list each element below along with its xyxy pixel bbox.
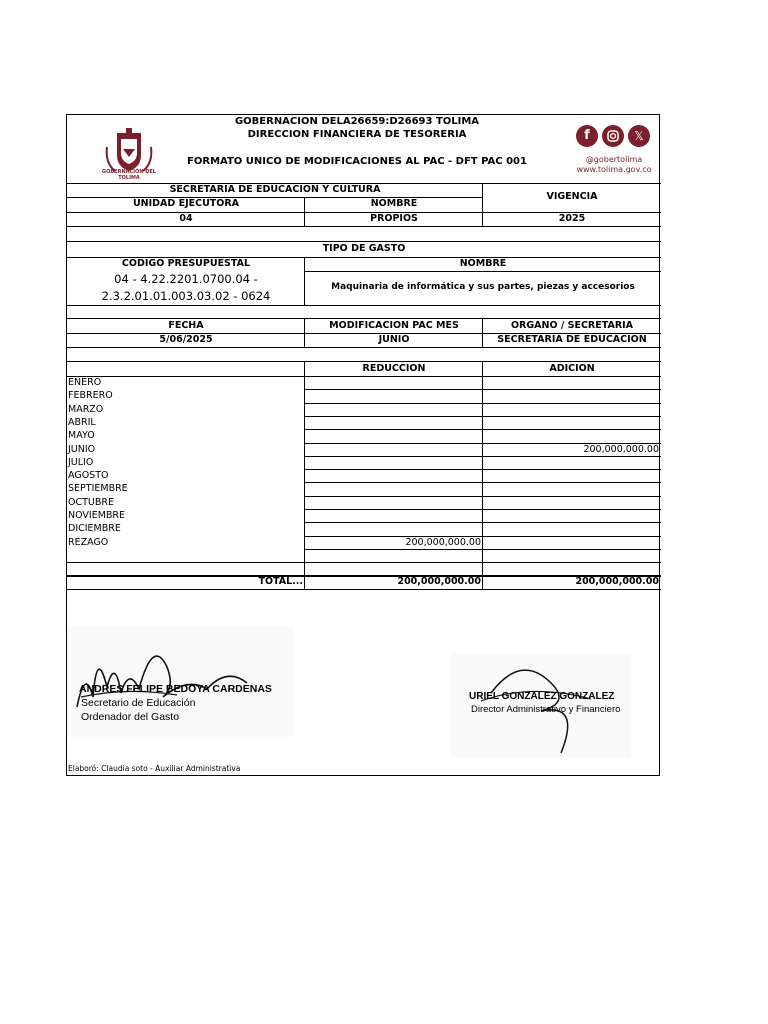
elaboro-note: Elaboró: Claudia soto - Auxiliar Administrativa <box>68 764 241 773</box>
month-label: JULIO <box>68 456 94 468</box>
gasto-nombre-value: Maquinaria de informática y sus partes, piezas y accesorios <box>331 282 635 292</box>
table-row <box>67 403 661 416</box>
nombre-label: NOMBRE <box>370 198 418 209</box>
month-label: ENERO <box>68 377 102 388</box>
table-row <box>67 416 661 429</box>
x-twitter-icon[interactable]: 𝕏 <box>628 125 650 147</box>
fecha-value: 5/06/2025 <box>159 334 213 345</box>
month-label: MAYO <box>68 430 95 442</box>
table-row <box>67 443 661 456</box>
organo-value: SECRETARIA DE EDUCACION <box>497 334 647 345</box>
unidad-ejecutora-label: UNIDAD EJECUTORA <box>132 198 240 209</box>
gasto-nombre-label: NOMBRE <box>459 258 507 269</box>
instagram-icon[interactable] <box>602 125 624 147</box>
social-handle: @gobertolima <box>585 155 643 164</box>
month-label: DICIEMBRE <box>68 523 121 535</box>
logo-caption: GOBERNACIÓN DEL TOLIMA <box>102 169 156 181</box>
signer-right-name: URIEL GONZALEZ GONZALEZ <box>469 691 615 702</box>
reduccion-cell: 200,000,000.00 <box>405 536 481 548</box>
table-row <box>67 376 661 389</box>
vigencia-value: 2025 <box>558 213 586 224</box>
signer-right-role: Director Administrativo y Financiero <box>471 704 621 715</box>
total-label: TOTAL... <box>258 576 303 587</box>
reduccion-header: REDUCCION <box>362 363 426 374</box>
facebook-icon[interactable]: f <box>576 125 598 147</box>
form-title: FORMATO UNICO DE MODIFICACIONES AL PAC - DFT PAC 001 <box>187 156 527 167</box>
social-icons <box>576 123 652 151</box>
header-title: GOBERNACION DELA26659:D26693 TOLIMA <box>234 116 480 127</box>
month-label: ABRIL <box>68 416 96 428</box>
month-label: OCTUBRE <box>68 496 114 508</box>
row-divider <box>305 549 661 550</box>
table-row <box>67 509 661 522</box>
month-label: FEBRERO <box>68 390 113 402</box>
table-row <box>67 469 661 482</box>
codigo-presupuestal-line2: 2.3.2.01.01.003.03.02 - 0624 <box>101 289 271 303</box>
vigencia-label: VIGENCIA <box>546 191 598 202</box>
nombre-value: PROPIOS <box>370 213 418 224</box>
secretaria-label: SECRETARIA DE EDUCACION Y CULTURA <box>169 184 381 195</box>
modificacion-mes-label: MODIFICACION PAC MES <box>329 320 459 331</box>
tipo-gasto-label: TIPO DE GASTO <box>322 243 406 254</box>
signer-left-role1: Secretario de Educación <box>81 697 196 709</box>
total-adicion: 200,000,000.00 <box>575 576 659 587</box>
header-subtitle: DIRECCION FINANCIERA DE TESORERIA <box>247 129 467 140</box>
row-divider <box>67 562 661 563</box>
signer-left-role2: Ordenador del Gasto <box>81 711 180 723</box>
table-row <box>67 482 661 495</box>
table-row <box>67 456 661 469</box>
month-label: AGOSTO <box>68 470 109 482</box>
month-label: REZAGO <box>68 536 109 548</box>
signer-left-name: ANDRES FELIPE BEDOYA CARDENAS <box>79 683 272 695</box>
pac-form-sheet <box>66 114 660 776</box>
adicion-header: ADICION <box>549 363 595 374</box>
month-label: JUNIO <box>68 443 96 455</box>
month-label: MARZO <box>68 403 104 415</box>
month-label: SEPTIEMBRE <box>68 483 128 495</box>
total-reduccion: 200,000,000.00 <box>397 576 481 587</box>
table-row <box>67 496 661 509</box>
table-row <box>67 536 661 549</box>
table-row <box>67 389 661 402</box>
month-label: NOVIEMBRE <box>68 510 126 521</box>
table-row <box>67 522 661 535</box>
unidad-ejecutora-value: 04 <box>179 213 193 224</box>
adicion-cell: 200,000,000.00 <box>583 443 659 455</box>
social-url: www.tolima.gov.co <box>576 165 652 174</box>
modificacion-mes-value: JUNIO <box>378 334 410 345</box>
table-row <box>67 429 661 442</box>
fecha-label: FECHA <box>168 320 204 331</box>
codigo-presupuestal-label: CODIGO PRESUPUESTAL <box>121 258 251 269</box>
organo-label: ORGANO / SECRETARIA <box>510 320 634 331</box>
codigo-presupuestal-line1: 04 - 4.22.2201.0700.04 - <box>114 272 258 286</box>
